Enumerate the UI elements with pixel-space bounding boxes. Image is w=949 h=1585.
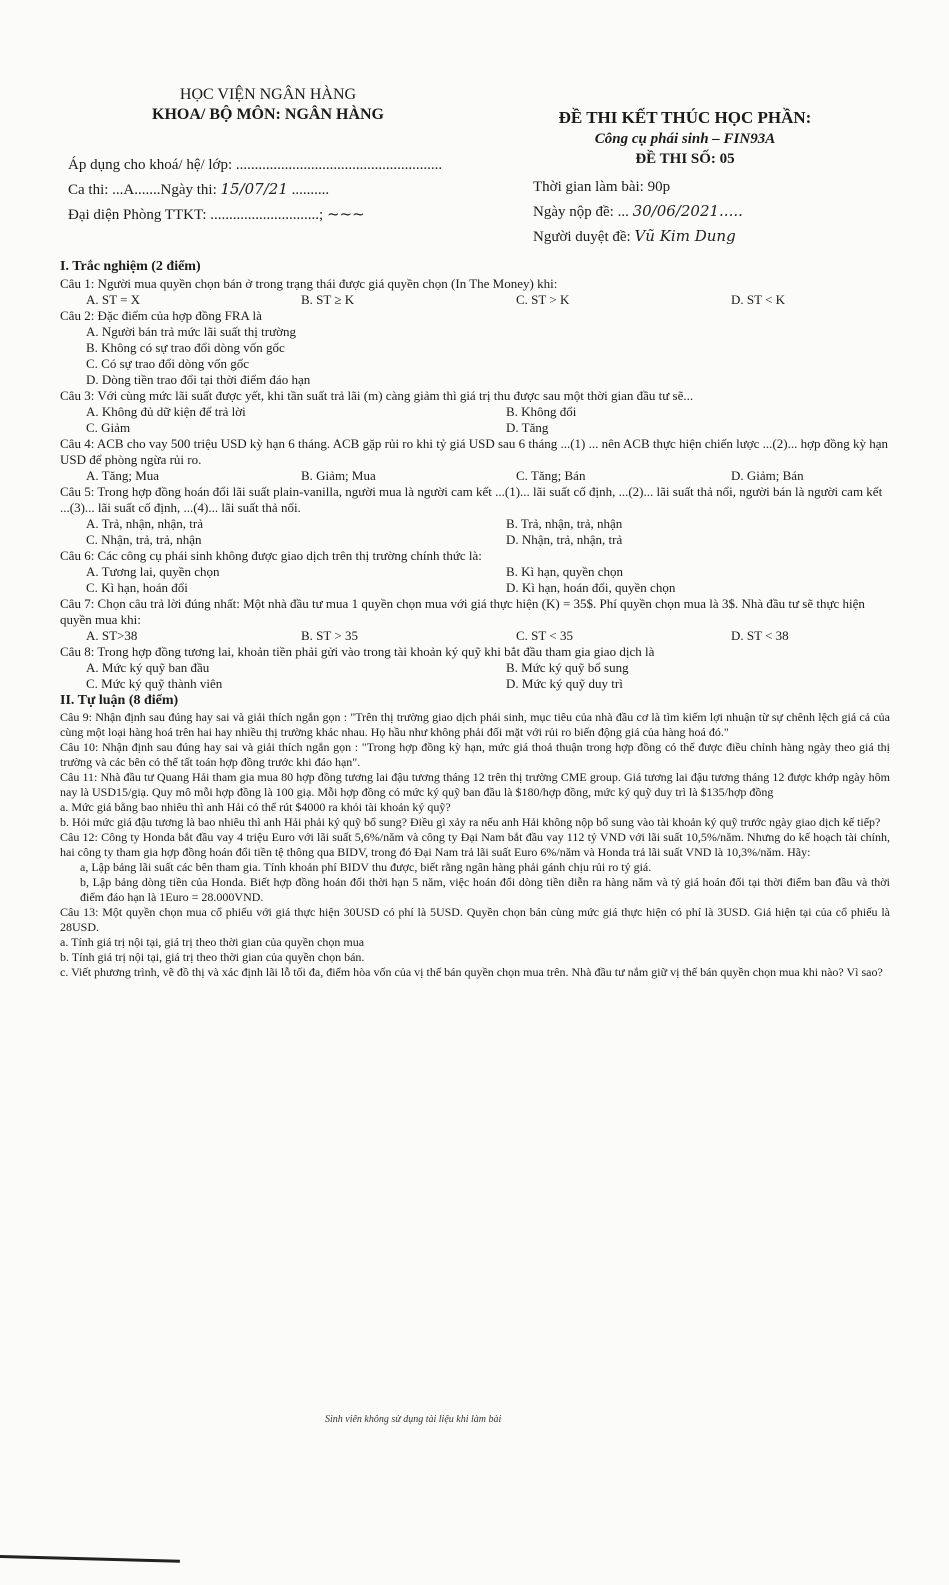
institution-name: HỌC VIỆN NGÂN HÀNG — [179, 86, 357, 103]
option: D. Nhận, trả, nhận, trả — [506, 532, 623, 547]
approver-signature: Vũ Kim Dung — [634, 227, 736, 245]
part2-title: II. Tự luận (8 điểm) — [60, 693, 179, 708]
option: A. Trả, nhận, nhận, trả — [86, 516, 203, 531]
option: D. Giảm; Bán — [731, 468, 804, 483]
question-1-options — [60, 292, 890, 308]
option: A. Người bán trả mức lãi suất thị trường — [86, 324, 296, 339]
question-7-options — [60, 628, 890, 644]
applies-to: Áp dụng cho khoá/ hệ/ lớp: ....................................................... — [68, 157, 443, 173]
shift-row: Ca thi: ...A.......Ngày thi: 15/07/21 .......... — [68, 180, 330, 198]
exam-meta-left — [68, 153, 528, 227]
question-11-b: b. Hỏi mức giá đậu tương là bao nhiêu thì anh Hải phải ký quỹ bổ sung? Điều gì xảy ra nếu anh Hải không nộp bổ sung vào tài khoản ký quỹ trước ngày giao dịch kế tiếp? — [60, 815, 881, 829]
shift-label: Ca thi: ...A.......Ngày thi: — [68, 182, 217, 198]
question-13: Câu 13: Một quyền chọn mua cổ phiếu với giá thực hiện 30USD có phí là 5USD. Quyền chọn bán cùng mức giá thực hiện có phí là 3USD. Giá hiện tại của cổ phiếu là 28USD. — [60, 905, 890, 934]
exam-time: Thời gian làm bài: 90p — [533, 179, 671, 195]
question-12: Câu 12: Công ty Honda bắt đầu vay 4 triệu Euro với lãi suất 5,6%/năm và công ty Đại Nam bắt đầu vay 112 tỷ VND với lãi suất 10,5%/năm. Nhưng do kế hoạch tài chính, hai công ty tham gia hợp đồng hoán đổi tiền tệ thông qua BIDV, trong đó Đại Nam trả lãi suất Euro 6%/năm và Honda trả lãi suất VND là 10,3%/năm. Hãy: — [60, 830, 890, 859]
option: D. Mức ký quỹ duy trì — [506, 676, 623, 691]
option: B. Không có sự trao đổi dòng vốn gốc — [86, 340, 285, 355]
question-4-options — [60, 468, 890, 484]
exam-content — [60, 258, 890, 980]
option: D. Kì hạn, hoán đổi, quyền chọn — [506, 580, 676, 595]
question-11: Câu 11: Nhà đầu tư Quang Hải tham gia mua 80 hợp đồng tương lai đậu tương tháng 12 trên thị trường CME group. Giá tương lai đậu tương tháng 12 được khớp ngày hôm nay là USD15/giạ. Quy mô mỗi hợp đồng là 100 giạ. Mỗi hợp đồng có mức ký quỹ ban đầu là $180/hợp đồng, mức ký quỹ duy trì là $135/hợp đồng — [60, 770, 890, 799]
submit-date: 30/06/2021..... — [632, 202, 743, 220]
course-name: Công cụ phái sinh – FIN93A — [594, 131, 776, 147]
question-1: Câu 1: Người mua quyền chọn bán ở trong trạng thái được giá quyền chọn (In The Money) khi: — [60, 276, 558, 291]
exam-number: ĐỀ THI SỐ: 05 — [635, 151, 735, 167]
faculty-name: KHOA/ BỘ MÔN: NGÂN HÀNG — [152, 106, 384, 123]
option: A. Không đủ dữ kiện để trả lời — [86, 404, 246, 419]
part1-title: I. Trắc nghiệm (2 điểm) — [60, 259, 201, 274]
option: B. Mức ký quỹ bổ sung — [506, 660, 629, 675]
question-6-options — [60, 564, 890, 596]
question-8: Câu 8: Trong hợp đồng tương lai, khoản tiền phải gửi vào trong tài khoản ký quỹ khi bắt đầu tham gia giao dịch là — [60, 644, 655, 659]
question-2: Câu 2: Đặc điểm của hợp đồng FRA là — [60, 308, 262, 323]
option: C. Kì hạn, hoán đổi — [86, 580, 188, 595]
option: C. Nhận, trả, trả, nhận — [86, 532, 202, 547]
exam-header — [520, 107, 850, 169]
exam-meta-right — [533, 175, 883, 249]
question-10: Câu 10: Nhận định sau đúng hay sai và giải thích ngắn gọn : "Trong hợp đồng kỳ hạn, mức giá thoả thuận trong hợp đồng có thể được điều chỉnh hàng ngày theo giá thị trường và các bên có thể tất toán hợp đồng trước khi đáo hạn". — [60, 740, 890, 769]
approver-row — [533, 224, 883, 249]
question-11-a: a. Mức giá bằng bao nhiêu thì anh Hải có thể rút $4000 ra khỏi tài khoản ký quỹ? — [60, 800, 451, 814]
option: B. Giảm; Mua — [301, 468, 376, 483]
option: D. Tăng — [506, 420, 549, 435]
option: D. ST < K — [731, 292, 786, 307]
question-3: Câu 3: Với cùng mức lãi suất được yết, khi tần suất trả lãi (m) càng giảm thì giá trị thu được sau một thời gian đầu tư sẽ... — [60, 388, 694, 403]
question-7: Câu 7: Chọn câu trả lời đúng nhất: Một nhà đầu tư mua 1 quyền chọn mua với giá thực hiện (K) = 35$. Phí quyền chọn mua là 3$. Nhà đầu tư sẽ thực hiện quyền mua khi: — [60, 596, 865, 627]
option: C. ST < 35 — [516, 628, 573, 643]
option: A. ST>38 — [86, 628, 138, 643]
question-5-options — [60, 516, 890, 548]
option: A. ST = X — [86, 292, 141, 307]
question-6: Câu 6: Các công cụ phái sinh không được giao dịch trên thị trường chính thức là: — [60, 548, 482, 563]
option: C. Có sự trao đổi dòng vốn gốc — [86, 356, 250, 371]
footer-note: Sinh viên không sử dụng tài liệu khi làm bài — [325, 1414, 502, 1425]
option: B. Không đổi — [506, 404, 577, 419]
question-13-c: c. Viết phương trình, vẽ đồ thị và xác định lãi lỗ tối đa, điểm hòa vốn của vị thế bán quyền chọn mua trên. Nhà đầu tư nắm giữ vị thế bán quyền chọn mua khi nào? Vì sao? — [60, 965, 883, 979]
approver-label: Người duyệt đề: — [533, 229, 631, 245]
question-4: Câu 4: ACB cho vay 500 triệu USD kỳ hạn 6 tháng. ACB gặp rủi ro khi tỷ giá USD sau 6 tháng ...(1) ... nên ACB thực hiện chiến lược ...(2)... hợp đồng kỳ hạn USD để phòng ngừa rủi ro. — [60, 436, 888, 467]
option: C. Mức ký quỹ thành viên — [86, 676, 223, 691]
option: A. Mức ký quỹ ban đầu — [86, 660, 210, 675]
option: B. Trả, nhận, trả, nhận — [506, 516, 623, 531]
institution-header — [118, 85, 418, 125]
question-9: Câu 9: Nhận định sau đúng hay sai và giải thích ngắn gọn : "Trên thị trường giao dịch phái sinh, mục tiêu của nhà đầu cơ là tìm kiếm lợi nhuận từ sự chênh lệch giá cả của cùng một loại hàng hoá trên hai hay nhiều thị trường khác nhau. Họ hầu như không phải đối mặt với rủi ro biến động giá của hàng hoá đó." — [60, 710, 890, 739]
question-13-b: b. Tính giá trị nội tại, giá trị theo thời gian của quyền chọn bán. — [60, 950, 365, 964]
option: B. ST ≥ K — [301, 292, 355, 307]
option: B. ST > 35 — [301, 628, 358, 643]
shift-date: 15/07/21 — [220, 180, 288, 198]
option: D. ST < 38 — [731, 628, 789, 643]
option: B. Kì hạn, quyền chọn — [506, 564, 623, 579]
rep-signature: ~~~ — [326, 205, 365, 223]
question-8-options — [60, 660, 890, 692]
option: A. Tăng; Mua — [86, 468, 160, 483]
question-12-a: a, Lập bảng lãi suất các bên tham gia. Tính khoản phí BIDV thu được, biết rằng ngân hàng phải gánh chịu rủi ro tỷ giá. — [80, 860, 652, 874]
exam-title: ĐỀ THI KẾT THÚC HỌC PHẦN: — [558, 108, 812, 127]
rep-label: Đại diện Phòng TTKT: .............................; — [68, 207, 324, 223]
option: C. Tăng; Bán — [516, 468, 586, 483]
option: A. Tương lai, quyền chọn — [86, 564, 220, 579]
question-12-b: b, Lập bảng dòng tiền của Honda. Biết hợp đồng hoán đổi thời hạn 5 năm, việc hoán đổi dòng tiền diễn ra hàng năm và tỷ giá hoán đổi tại thời điểm ban đầu và thời điểm đáo hạn là 1Euro = 28.000VND. — [80, 875, 890, 904]
submit-row — [533, 199, 883, 224]
question-13-a: a. Tính giá trị nội tại, giá trị theo thời gian của quyền chọn mua — [60, 935, 365, 949]
submit-label: Ngày nộp đề: ... — [533, 204, 629, 220]
question-3-options — [60, 404, 890, 436]
option: D. Dòng tiền trao đổi tại thời điểm đáo hạn — [86, 372, 311, 387]
option: C. ST > K — [516, 292, 570, 307]
rep-row — [68, 202, 528, 227]
question-5: Câu 5: Trong hợp đồng hoán đổi lãi suất plain-vanilla, người mua là người cam kết ...(1)... lãi suất cố định, ...(2)... lãi suất thả nổi, người bán là người cam kết ...(3)... lãi suất cố định, ...(4)... lãi suất thả nổi. — [60, 484, 883, 515]
option: C. Giảm — [86, 420, 131, 435]
